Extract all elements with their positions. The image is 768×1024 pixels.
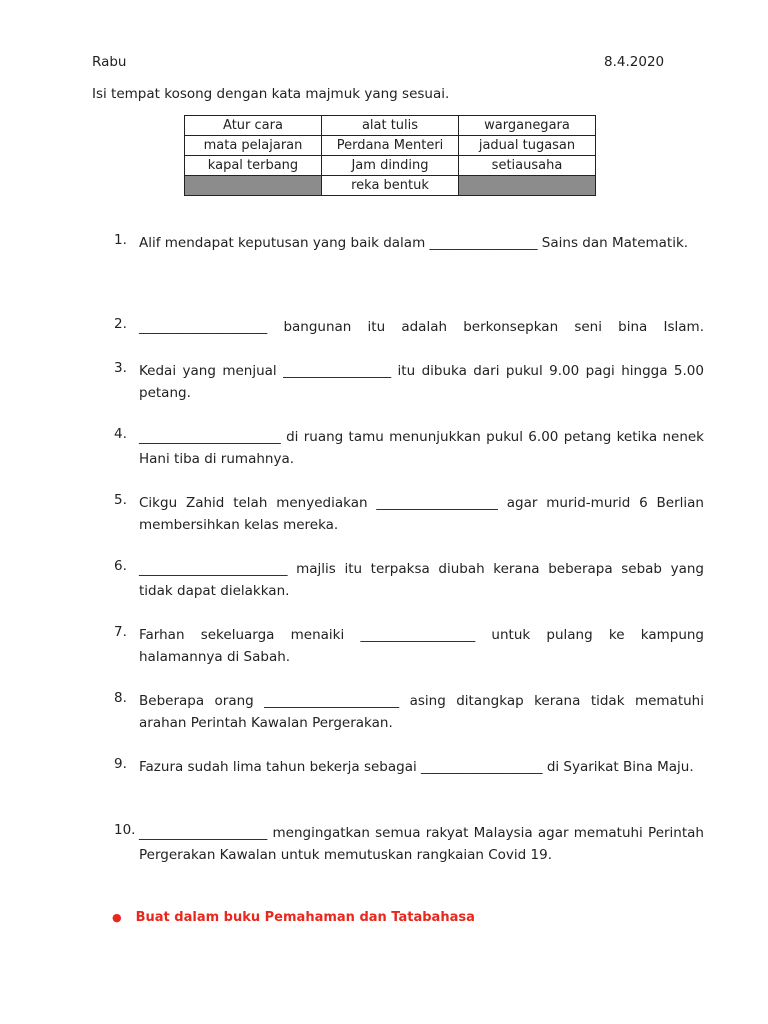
question-text: Fazura sudah lima tahun bekerja sebagai __________________ di Syarikat Bina Maju.: [139, 759, 694, 775]
table-row: [185, 156, 596, 176]
table-cell: Jam dinding: [322, 156, 459, 176]
table-row: [185, 136, 596, 156]
table-cell-empty: [185, 176, 322, 196]
word-bank-table: [184, 115, 596, 196]
question-number: 8.: [114, 690, 127, 706]
table-cell: kapal terbang: [185, 156, 322, 176]
table-cell: mata pelajaran: [185, 136, 322, 156]
question-text: _____________________ di ruang tamu menunjukkan pukul 6.00 petang ketika nenek Hani tiba di rumahnya.: [139, 429, 704, 467]
bullet-icon: ●: [112, 911, 122, 924]
question-item: [114, 316, 704, 338]
homework-note-text: Buat dalam buku Pemahaman dan Tatabahasa: [135, 910, 475, 925]
question-text: ___________________ bangunan itu adalah berkonsepkan seni bina Islam.: [139, 319, 704, 335]
question-text: Kedai yang menjual ________________ itu dibuka dari pukul 9.00 pagi hingga 5.00 petang.: [139, 363, 704, 401]
question-number: 7.: [114, 624, 127, 640]
question-number: 6.: [114, 558, 127, 574]
question-text: Alif mendapat keputusan yang baik dalam ________________ Sains dan Matematik.: [139, 235, 689, 251]
instruction-text: Isi tempat kosong dengan kata majmuk yang sesuai.: [92, 86, 450, 102]
table-cell: alat tulis: [322, 116, 459, 136]
table-cell: warganegara: [459, 116, 596, 136]
question-text: Cikgu Zahid telah menyediakan __________________ agar murid-murid 6 Berlian membersihkan kelas mereka.: [139, 495, 704, 533]
question-number: 10.: [114, 822, 136, 838]
question-item: [114, 360, 704, 404]
question-item: [114, 624, 704, 668]
question-item: [114, 822, 704, 866]
table-cell: jadual tugasan: [459, 136, 596, 156]
question-number: 4.: [114, 426, 127, 442]
question-text: Farhan sekeluarga menaiki _________________ untuk pulang ke kampung halamannya di Sabah.: [139, 627, 704, 665]
question-text: ______________________ majlis itu terpaksa diubah kerana beberapa sebab yang tidak dapat dielakkan.: [139, 561, 704, 599]
question-number: 2.: [114, 316, 127, 332]
homework-note: [112, 910, 475, 925]
day-label: Rabu: [92, 54, 127, 70]
table-row: [185, 116, 596, 136]
date-label: 8.4.2020: [604, 54, 665, 70]
question-text: Beberapa orang ____________________ asing ditangkap kerana tidak mematuhi arahan Perintah Kawalan Pergerakan.: [139, 693, 704, 731]
question-item: [114, 492, 704, 536]
table-cell: setiausaha: [459, 156, 596, 176]
question-item: [114, 558, 704, 602]
question-number: 5.: [114, 492, 127, 508]
table-cell: reka bentuk: [322, 176, 459, 196]
question-text: ___________________ mengingatkan semua rakyat Malaysia agar mematuhi Perintah Pergerakan Kawalan untuk memutuskan rangkaian Covid 19.: [139, 825, 704, 863]
question-item: [114, 690, 704, 734]
table-row: [185, 176, 596, 196]
question-number: 9.: [114, 756, 127, 772]
question-number: 1.: [114, 232, 127, 248]
question-item: [114, 232, 704, 254]
question-item: [114, 426, 704, 470]
table-cell: Perdana Menteri: [322, 136, 459, 156]
table-cell: Atur cara: [185, 116, 322, 136]
question-item: [114, 756, 704, 778]
question-number: 3.: [114, 360, 127, 376]
table-cell-empty: [459, 176, 596, 196]
